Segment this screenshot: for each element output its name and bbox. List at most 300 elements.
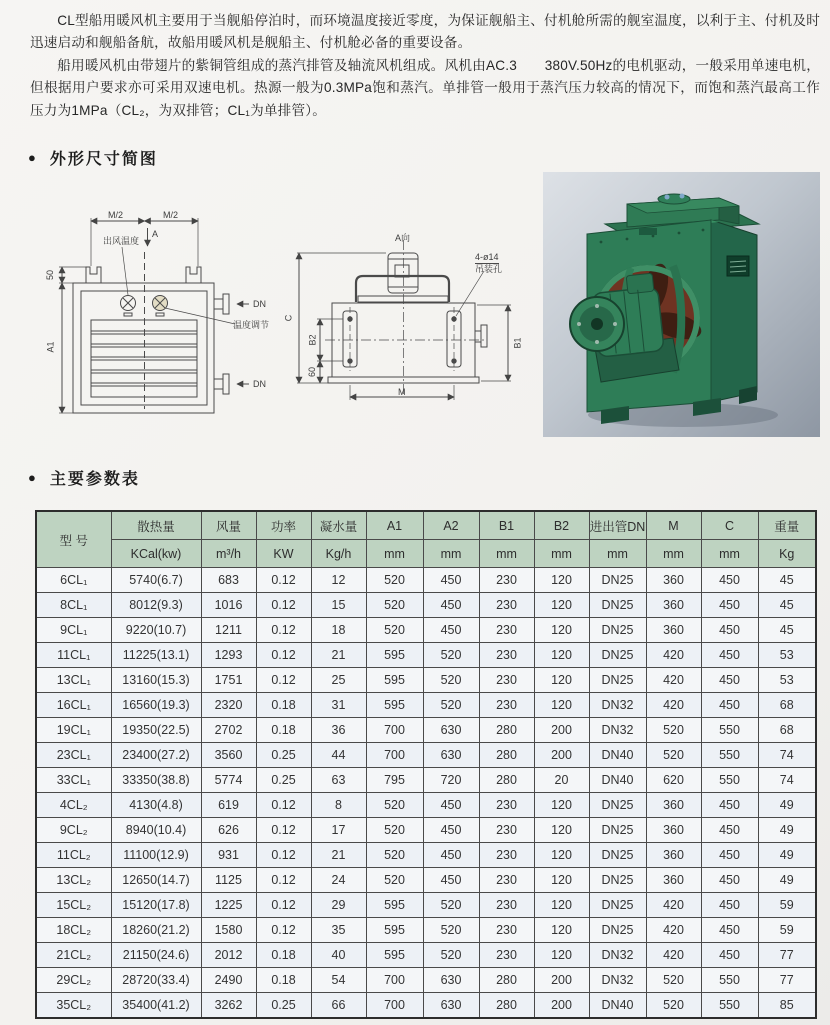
cell-a2: 520 [423,893,479,918]
cell-m: 620 [646,768,701,793]
table-row [36,918,816,943]
cell-condensate: 66 [311,993,366,1019]
cell-dn: DN25 [589,843,646,868]
cell-a2: 450 [423,618,479,643]
dim-label-m2-right: M/2 [163,210,179,220]
cell-heat: 23400(27.2) [111,743,201,768]
cell-condensate: 36 [311,718,366,743]
cell-a2: 450 [423,593,479,618]
cell-weight: 49 [758,793,816,818]
cell-dn: DN25 [589,668,646,693]
cell-airflow: 1125 [201,868,256,893]
cell-m: 420 [646,643,701,668]
cell-b1: 230 [479,568,534,593]
cell-power: 0.18 [256,718,311,743]
cell-a2: 450 [423,843,479,868]
cell-power: 0.12 [256,868,311,893]
cell-a2: 450 [423,793,479,818]
cell-a1: 520 [366,868,423,893]
cell-weight: 49 [758,843,816,868]
table-body [36,568,816,1019]
column-unit: mm [589,540,646,568]
cell-b1: 230 [479,843,534,868]
cell-condensate: 35 [311,918,366,943]
dim-label-m: M [398,387,406,397]
column-unit: mm [701,540,758,568]
cell-model: 15CL₂ [36,893,111,918]
cell-airflow: 3560 [201,743,256,768]
cell-airflow: 3262 [201,993,256,1019]
cell-m: 520 [646,993,701,1019]
cell-weight: 77 [758,943,816,968]
cell-heat: 13160(15.3) [111,668,201,693]
cell-c: 550 [701,993,758,1019]
cell-dn: DN25 [589,868,646,893]
cell-m: 360 [646,843,701,868]
column-header-model: 型 号 [36,511,111,568]
cell-c: 450 [701,868,758,893]
cell-b2: 120 [534,818,589,843]
cell-a1: 700 [366,993,423,1019]
cell-dn: DN25 [589,643,646,668]
cell-power: 0.18 [256,693,311,718]
cell-weight: 59 [758,918,816,943]
cell-c: 550 [701,718,758,743]
cell-weight: 74 [758,768,816,793]
cell-b1: 230 [479,818,534,843]
cell-m: 420 [646,943,701,968]
cell-m: 360 [646,868,701,893]
cell-airflow: 619 [201,793,256,818]
cell-heat: 33350(38.8) [111,768,201,793]
column-unit: mm [479,540,534,568]
cell-weight: 53 [758,668,816,693]
section-title-dimensions: 外形尺寸简图 [49,151,158,168]
cell-heat: 21150(24.6) [111,943,201,968]
cell-b1: 280 [479,768,534,793]
cell-a2: 720 [423,768,479,793]
table-row [36,993,816,1019]
cell-heat: 18260(21.2) [111,918,201,943]
column-header: 散热量 [111,511,201,540]
cell-power: 0.12 [256,618,311,643]
cell-a1: 520 [366,843,423,868]
table-row [36,893,816,918]
cell-dn: DN25 [589,893,646,918]
cell-condensate: 25 [311,668,366,693]
cell-model: 6CL₁ [36,568,111,593]
cell-power: 0.18 [256,968,311,993]
cell-airflow: 931 [201,843,256,868]
cell-weight: 45 [758,593,816,618]
cell-b2: 120 [534,693,589,718]
column-header: 功率 [256,511,311,540]
cell-dn: DN25 [589,618,646,643]
cell-c: 450 [701,943,758,968]
cell-condensate: 15 [311,593,366,618]
cell-a1: 595 [366,693,423,718]
cell-a2: 630 [423,968,479,993]
dim-label-m2-left: M/2 [108,210,124,220]
cell-weight: 68 [758,693,816,718]
table-row [36,868,816,893]
cell-c: 450 [701,843,758,868]
cell-weight: 49 [758,818,816,843]
cell-weight: 45 [758,618,816,643]
cell-a2: 520 [423,918,479,943]
bullet-icon: ● [28,470,36,485]
cell-model: 4CL₂ [36,793,111,818]
cell-model: 19CL₁ [36,718,111,743]
cell-model: 13CL₁ [36,668,111,693]
dim-label-b1: B1 [512,337,523,349]
cell-b2: 120 [534,893,589,918]
cell-dn: DN25 [589,593,646,618]
parameters-table [35,510,817,1019]
column-unit: mm [423,540,479,568]
cell-a1: 595 [366,943,423,968]
cell-c: 550 [701,968,758,993]
view-direction-label: A向 [395,233,411,243]
cell-power: 0.12 [256,893,311,918]
cell-c: 450 [701,818,758,843]
cell-condensate: 29 [311,893,366,918]
dn-label-top: DN [253,299,266,309]
cell-heat: 19350(22.5) [111,718,201,743]
cell-airflow: 5774 [201,768,256,793]
table-row [36,718,816,743]
column-header: C [701,511,758,540]
product-photo [543,172,820,437]
cell-a1: 595 [366,893,423,918]
cell-a1: 700 [366,718,423,743]
cell-a1: 595 [366,643,423,668]
cell-heat: 15120(17.8) [111,893,201,918]
cell-heat: 5740(6.7) [111,568,201,593]
cell-model: 9CL₂ [36,818,111,843]
cell-model: 11CL₂ [36,843,111,868]
cell-dn: DN25 [589,818,646,843]
top-view-drawing [285,195,540,445]
cell-dn: DN32 [589,968,646,993]
cell-condensate: 54 [311,968,366,993]
cell-c: 450 [701,793,758,818]
column-unit: KW [256,540,311,568]
table-row [36,743,816,768]
cell-a1: 700 [366,743,423,768]
table-row [36,593,816,618]
cell-dn: DN40 [589,993,646,1019]
cell-c: 450 [701,693,758,718]
cell-heat: 16560(19.3) [111,693,201,718]
cell-power: 0.12 [256,793,311,818]
cell-model: 16CL₁ [36,693,111,718]
cell-c: 550 [701,743,758,768]
cell-model: 8CL₁ [36,593,111,618]
cell-a1: 795 [366,768,423,793]
cell-heat: 8940(10.4) [111,818,201,843]
cell-c: 450 [701,593,758,618]
column-unit: Kg [758,540,816,568]
cell-a2: 520 [423,643,479,668]
cell-a1: 595 [366,918,423,943]
cell-b2: 120 [534,668,589,693]
cell-condensate: 18 [311,618,366,643]
column-unit: m³/h [201,540,256,568]
cell-power: 0.12 [256,918,311,943]
table-row [36,618,816,643]
cell-heat: 35400(41.2) [111,993,201,1019]
cell-dn: DN32 [589,718,646,743]
cell-a2: 520 [423,668,479,693]
top-view-linework [285,195,540,445]
cell-dn: DN40 [589,768,646,793]
cell-airflow: 2012 [201,943,256,968]
cell-b2: 120 [534,868,589,893]
intro-paragraph-2: 船用暖风机由带翅片的紫铜管组成的蒸汽排管及轴流风机组成。风机由AC.3 380V.50Hz的电机驱动，一般采用单速电机，但根据用户要求亦可采用双速电机。热源一般为0.3MPa饱和蒸汽。单排管一般用于蒸汽压力较高的情况下，而饱和蒸汽最高工作压力为1MPa（CL₂，为双排管；CL₁为单排管）。 [30,57,820,118]
cell-airflow: 1751 [201,668,256,693]
cell-b2: 120 [534,593,589,618]
cell-airflow: 2490 [201,968,256,993]
cell-power: 0.12 [256,643,311,668]
cell-model: 21CL₂ [36,943,111,968]
lifting-holes-label-line1: 4-ø14 [475,252,499,262]
cell-m: 420 [646,893,701,918]
cell-b1: 280 [479,718,534,743]
cell-b1: 230 [479,893,534,918]
front-view-drawing [35,192,280,444]
bullet-icon: ● [28,150,36,165]
cell-dn: DN40 [589,743,646,768]
outlet-temperature-label: 出风温度 [103,236,140,246]
cell-condensate: 8 [311,793,366,818]
cell-a1: 520 [366,568,423,593]
column-header: M [646,511,701,540]
dim-label-a1: A1 [45,341,56,353]
cell-airflow: 1293 [201,643,256,668]
cell-power: 0.18 [256,943,311,968]
cell-a1: 700 [366,968,423,993]
cell-power: 0.25 [256,743,311,768]
cell-m: 420 [646,918,701,943]
cell-m: 420 [646,693,701,718]
dim-label-c: C [283,314,294,322]
section-heading-parameters [28,466,140,489]
cell-m: 420 [646,668,701,693]
cell-condensate: 40 [311,943,366,968]
cell-dn: DN32 [589,693,646,718]
cell-airflow: 626 [201,818,256,843]
column-header: B1 [479,511,534,540]
cell-b2: 120 [534,843,589,868]
section-heading-dimensions [28,146,158,169]
cell-model: 23CL₁ [36,743,111,768]
cell-b1: 230 [479,593,534,618]
section-title-parameters: 主要参数表 [49,471,140,488]
cell-b2: 120 [534,618,589,643]
cell-weight: 68 [758,718,816,743]
cell-b2: 200 [534,718,589,743]
temperature-control-label: 温度调节 [233,320,270,330]
table-row [36,968,816,993]
cell-a1: 520 [366,618,423,643]
cell-a1: 520 [366,593,423,618]
cell-model: 13CL₂ [36,868,111,893]
cell-b2: 120 [534,943,589,968]
cell-c: 450 [701,918,758,943]
cell-a1: 520 [366,793,423,818]
cell-dn: DN25 [589,793,646,818]
cell-weight: 45 [758,568,816,593]
cell-c: 450 [701,618,758,643]
cell-b2: 120 [534,918,589,943]
cell-heat: 8012(9.3) [111,593,201,618]
cell-weight: 85 [758,993,816,1019]
column-header: 重量 [758,511,816,540]
intro-paragraph-1: CL型船用暖风机主要用于当舰船停泊时，而环境温度接近零度，为保证舰船主、付机舱所需的舰室温度，以利于主、付机及时迅速启动和舰船备航，故船用暖风机是舰船主、付机舱必备的重要设备。 [30,13,820,51]
cell-condensate: 44 [311,743,366,768]
column-header: 凝水量 [311,511,366,540]
cell-b1: 230 [479,918,534,943]
cell-b1: 230 [479,793,534,818]
cell-b2: 200 [534,743,589,768]
table-row [36,668,816,693]
cell-b1: 230 [479,668,534,693]
cell-a2: 630 [423,993,479,1019]
cell-airflow: 1225 [201,893,256,918]
dim-label-50: 50 [45,269,56,281]
cell-a2: 630 [423,743,479,768]
cell-c: 450 [701,893,758,918]
cell-model: 18CL₂ [36,918,111,943]
cell-b2: 200 [534,968,589,993]
cell-condensate: 21 [311,843,366,868]
table-header [36,511,816,568]
cell-airflow: 2320 [201,693,256,718]
product-photo-image [543,172,820,437]
cell-condensate: 31 [311,693,366,718]
cell-b1: 280 [479,968,534,993]
section-arrow-label: A [152,229,159,239]
column-unit: mm [366,540,423,568]
cell-model: 29CL₂ [36,968,111,993]
cell-a2: 450 [423,818,479,843]
cell-dn: DN25 [589,918,646,943]
column-unit: mm [646,540,701,568]
cell-airflow: 2702 [201,718,256,743]
cell-heat: 11100(12.9) [111,843,201,868]
table-row [36,943,816,968]
table-row [36,643,816,668]
cell-b1: 230 [479,868,534,893]
cell-model: 33CL₁ [36,768,111,793]
cell-a2: 520 [423,693,479,718]
table-row [36,693,816,718]
column-header: B2 [534,511,589,540]
cell-power: 0.12 [256,568,311,593]
column-header: 风量 [201,511,256,540]
cell-b1: 230 [479,943,534,968]
cell-b1: 280 [479,743,534,768]
cell-weight: 77 [758,968,816,993]
column-header: 进出管DN [589,511,646,540]
cell-weight: 49 [758,868,816,893]
cell-power: 0.12 [256,843,311,868]
cell-c: 450 [701,568,758,593]
cell-power: 0.12 [256,818,311,843]
cell-weight: 74 [758,743,816,768]
cell-b1: 230 [479,693,534,718]
cell-heat: 9220(10.7) [111,618,201,643]
cell-model: 9CL₁ [36,618,111,643]
cell-heat: 12650(14.7) [111,868,201,893]
cell-airflow: 1016 [201,593,256,618]
cell-a2: 520 [423,943,479,968]
cell-condensate: 12 [311,568,366,593]
column-unit: mm [534,540,589,568]
cell-b2: 120 [534,568,589,593]
cell-a1: 595 [366,668,423,693]
cell-heat: 11225(13.1) [111,643,201,668]
cell-heat: 28720(33.4) [111,968,201,993]
cell-a1: 520 [366,818,423,843]
column-unit: KCal(kw) [111,540,201,568]
cell-a2: 450 [423,568,479,593]
cell-m: 520 [646,743,701,768]
cell-condensate: 24 [311,868,366,893]
lifting-holes-label-line2: 吊装孔 [475,264,503,274]
cell-c: 550 [701,768,758,793]
cell-a2: 630 [423,718,479,743]
cell-b2: 200 [534,993,589,1019]
table-row [36,568,816,593]
cell-a2: 450 [423,868,479,893]
cell-weight: 59 [758,893,816,918]
table-row [36,818,816,843]
cell-heat: 4130(4.8) [111,793,201,818]
cell-dn: DN25 [589,568,646,593]
cell-model: 11CL₁ [36,643,111,668]
cell-power: 0.25 [256,993,311,1019]
dim-label-b2: B2 [307,334,318,346]
cell-power: 0.25 [256,768,311,793]
cell-condensate: 17 [311,818,366,843]
cell-airflow: 1211 [201,618,256,643]
column-unit: Kg/h [311,540,366,568]
table-row [36,793,816,818]
cell-power: 0.12 [256,668,311,693]
cell-m: 360 [646,593,701,618]
dim-label-60: 60 [307,366,318,378]
table-row [36,843,816,868]
cell-m: 520 [646,718,701,743]
cell-airflow: 1580 [201,918,256,943]
column-header: A2 [423,511,479,540]
cell-condensate: 21 [311,643,366,668]
cell-airflow: 683 [201,568,256,593]
cell-m: 360 [646,618,701,643]
cell-weight: 53 [758,643,816,668]
cell-m: 360 [646,568,701,593]
cell-b2: 20 [534,768,589,793]
cell-condensate: 63 [311,768,366,793]
cell-b1: 230 [479,618,534,643]
cell-power: 0.12 [256,593,311,618]
cell-b1: 280 [479,993,534,1019]
intro-text [30,10,820,122]
cell-m: 520 [646,968,701,993]
column-header: A1 [366,511,423,540]
